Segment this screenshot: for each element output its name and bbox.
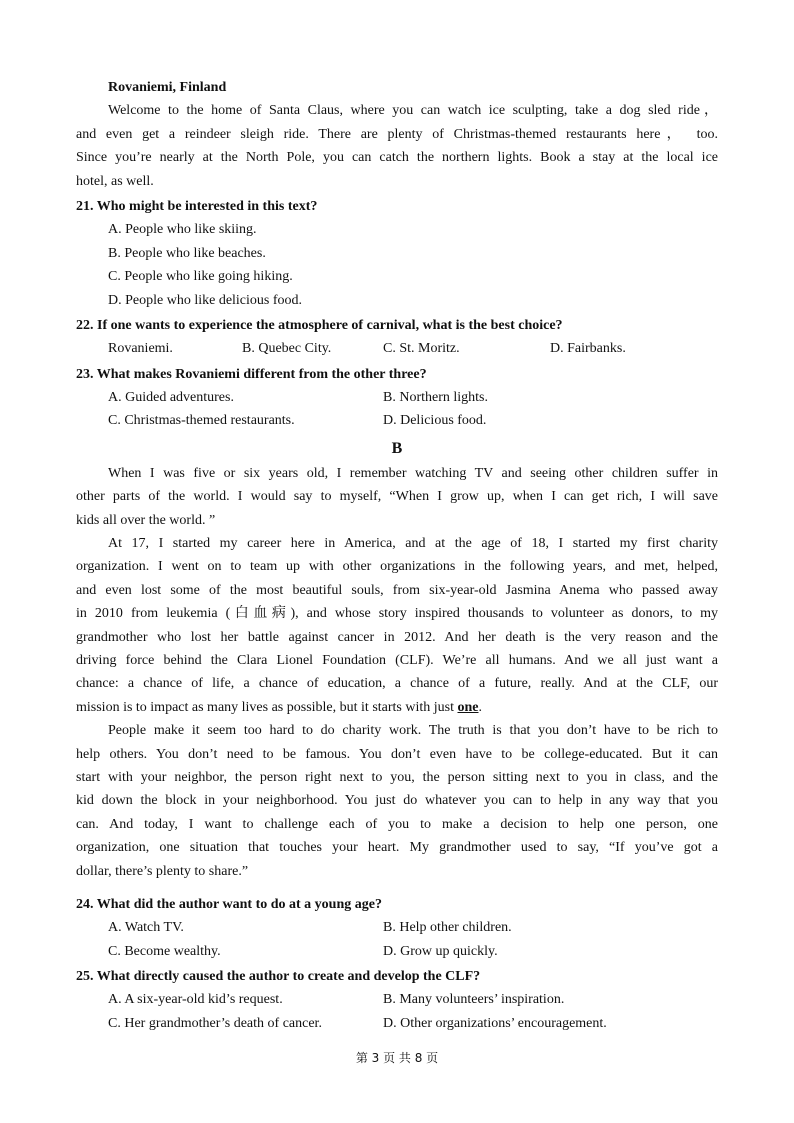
- question-25: 25. What directly caused the author to create and develop the CLF?: [76, 969, 481, 985]
- passage-line: grandmother who lost her battle against cancer in 2012. And her death is the very reason and the: [76, 629, 718, 645]
- passage-line: Welcome to the home of Santa Claus, where you can watch ice sculpting, take a dog sled ride，: [108, 103, 718, 119]
- passage-line: other parts of the world. I would say to myself, “When I grow up, when I can get rich, I will save: [76, 489, 718, 505]
- passage-line: help others. You don’t need to be famous. You don’t even have to be college-educated. But it can: [76, 746, 718, 762]
- option-21b: B. People who like beaches.: [108, 245, 266, 261]
- option-23c: C. Christmas-themed restaurants.: [108, 413, 295, 429]
- option-22d: D. Fairbanks.: [550, 341, 626, 357]
- option-25a: A. A six-year-old kid’s request.: [108, 992, 283, 1008]
- passage-line: kid down the block in your neighborhood. You just do whatever you can to help in any way that you: [76, 793, 718, 809]
- passage-line: dollar, there’s plenty to share.”: [76, 863, 249, 879]
- exam-page: [76, 76, 718, 1035]
- option-25d: D. Other organizations’ encouragement.: [383, 1015, 607, 1031]
- option-23b: B. Northern lights.: [383, 390, 488, 406]
- passage-line: At 17, I started my career here in America, and at the age of 18, I started my first charity: [108, 536, 718, 552]
- option-23d: D. Delicious food.: [383, 413, 487, 429]
- options-23-row2: [76, 409, 718, 432]
- passage-text: mission is to impact as many lives as possible, but it starts with just: [76, 699, 458, 715]
- passage-line: start with your neighbor, the person right next to you, the person sitting next to you in class, and the: [76, 769, 718, 785]
- option-22a: Rovaniemi.: [108, 341, 173, 357]
- section-b-heading: B: [391, 439, 403, 457]
- options-25-row1: [76, 988, 718, 1011]
- option-25b: B. Many volunteers’ inspiration.: [383, 992, 565, 1008]
- option-22b: B. Quebec City.: [242, 341, 332, 357]
- passage-line: driving force behind the Clara Lionel Foundation (CLF). We’re all humans. And we all just want a: [76, 652, 718, 668]
- passage-line: hotel, as well.: [76, 173, 154, 189]
- question-23: 23. What makes Rovaniemi different from the other three?: [76, 366, 427, 382]
- option-22c: C. St. Moritz.: [383, 341, 460, 357]
- option-21a: A. People who like skiing.: [108, 222, 257, 238]
- option-24c: C. Become wealthy.: [108, 943, 221, 959]
- passage-line: can. And today, I want to challenge each of you to make a decision to help one person, one: [76, 816, 718, 832]
- passage-line: kids all over the world. ”: [76, 512, 216, 528]
- option-23a: A. Guided adventures.: [108, 390, 234, 406]
- options-24-row2: [76, 940, 718, 963]
- option-24d: D. Grow up quickly.: [383, 943, 498, 959]
- passage-line: organization. I went on to team up with other organizations in the following years, and met, helped,: [76, 559, 718, 575]
- options-22: [76, 337, 718, 360]
- passage-line: People make it seem too hard to do charity work. The truth is that you don’t have to be rich to: [108, 723, 718, 739]
- spacer: [76, 883, 718, 891]
- passage-text: .: [478, 699, 482, 715]
- question-24: 24. What did the author want to do at a young age?: [76, 896, 382, 912]
- page-number: 第 3 页 共 8 页: [355, 1051, 439, 1065]
- option-24a: A. Watch TV.: [108, 920, 184, 936]
- passage-line: Since you’re nearly at the North Pole, you can catch the northern lights. Book a stay at the local ice: [76, 150, 718, 166]
- options-24-row1: [76, 916, 718, 939]
- options-25-row2: [76, 1012, 718, 1035]
- options-23-row1: [76, 386, 718, 409]
- passage-heading: Rovaniemi, Finland: [108, 80, 227, 95]
- passage-line: [76, 696, 718, 719]
- option-21d: D. People who like delicious food.: [108, 292, 303, 308]
- question-22: 22. If one wants to experience the atmosphere of carnival, what is the best choice?: [76, 317, 563, 333]
- passage-line: in 2010 from leukemia (白血病), and whose story inspired thousands to volunteer as donors, to my: [76, 606, 718, 622]
- passage-line: organization, one situation that touches your heart. My grandmother used to say, “If you’ve got a: [76, 840, 718, 856]
- passage-line: chance: a chance of life, a chance of education, a chance of a future, really. And at the CLF, our: [76, 676, 718, 692]
- passage-line: and even get a reindeer sleigh ride. There are plenty of Christmas-themed restaurants here， too.: [76, 126, 718, 142]
- option-25c: C. Her grandmother’s death of cancer.: [108, 1015, 322, 1031]
- underlined-word: one: [457, 699, 479, 715]
- question-21: 21. Who might be interested in this text?: [76, 198, 318, 214]
- passage-line: When I was five or six years old, I remember watching TV and seeing other children suffer in: [108, 465, 718, 481]
- option-24b: B. Help other children.: [383, 920, 512, 936]
- option-21c: C. People who like going hiking.: [108, 269, 293, 285]
- passage-line: and even lost some of the most beautiful souls, from six-year-old Jasmina Anema who passed away: [76, 582, 718, 598]
